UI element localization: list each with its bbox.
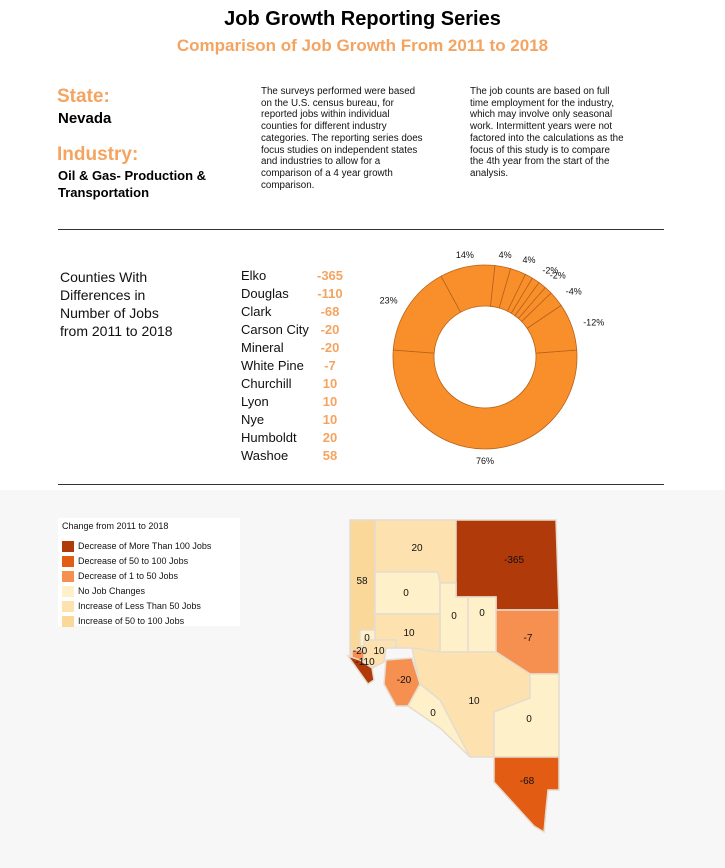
county-name: Nye [241, 412, 265, 427]
county-name: Lyon [241, 394, 269, 409]
top-divider [58, 229, 664, 230]
county-name: White Pine [241, 358, 304, 373]
county-value: -7 [324, 358, 336, 373]
counties-label [60, 268, 200, 340]
legend-label: Decrease of 1 to 50 Jobs [78, 571, 179, 581]
county-value: -110 [317, 286, 343, 301]
county-map-label: -20 [396, 675, 412, 686]
donut-slice-label: 4% [498, 249, 512, 260]
survey-description-line: and industries to allow for a [261, 156, 381, 168]
county-value: 20 [322, 430, 338, 445]
donut-slice-label: 4% [522, 254, 536, 265]
nevada-map [0, 490, 725, 868]
middle-divider [58, 484, 664, 485]
survey-description-line: counties for different industry [261, 121, 387, 133]
page-subtitle: Comparison of Job Growth From 2011 to 2018 [176, 36, 549, 55]
county-map-label: 0 [430, 708, 436, 719]
donut-slice-label: -4% [565, 286, 582, 297]
county-eureka [468, 597, 496, 652]
county-map-label: 20 [411, 543, 423, 554]
county-value: 10 [322, 394, 338, 409]
state-value: Nevada [58, 110, 112, 127]
county-map-label: -7 [523, 633, 533, 644]
county-clark [494, 757, 559, 832]
industry-value [58, 167, 206, 201]
counties-label-line: from 2011 to 2018 [60, 323, 173, 339]
donut-slice-label: -12% [583, 317, 605, 328]
legend-label: Increase of 50 to 100 Jobs [78, 616, 185, 626]
donut-slice [393, 350, 577, 449]
job-count-description-line: the 4th year from the start of the [470, 156, 610, 168]
county-value: -20 [320, 340, 340, 355]
job-count-description-line: work. Intermittent years were not [470, 121, 613, 133]
legend-label: Decrease of 50 to 100 Jobs [78, 556, 189, 566]
industry-value-line2: Transportation [58, 185, 150, 200]
county-map-label: -68 [519, 776, 535, 787]
county-name: Washoe [241, 448, 289, 463]
counties-label-line: Differences in [60, 287, 146, 303]
county-name: Douglas [241, 286, 289, 301]
survey-description-line: The surveys performed were based [261, 86, 416, 97]
job-count-description-line: which may involve only seasonal [470, 109, 613, 121]
industry-value-line1: Oil & Gas- Production & [58, 168, 207, 183]
survey-description-line: focus studies on independent states [261, 144, 418, 156]
county-value: 10 [322, 376, 338, 391]
county-name: Clark [241, 304, 272, 319]
county-name: Carson City [241, 322, 309, 337]
legend-label: No Job Changes [78, 586, 146, 596]
county-value: 58 [322, 448, 338, 463]
county-map-label: 58 [356, 576, 368, 587]
donut-slice-label: -2% [549, 270, 566, 281]
donut-chart [379, 248, 605, 466]
county-map-label: 10 [403, 628, 415, 639]
counties-label-line: Number of Jobs [60, 305, 159, 321]
county-value: -68 [320, 304, 340, 319]
county-map-label: 0 [403, 588, 409, 599]
county-map-label: 10 [468, 696, 480, 707]
county-value: 10 [322, 412, 338, 427]
job-count-description [470, 86, 665, 180]
job-count-description-line: The job counts are based on full [470, 86, 610, 97]
county-name: Humboldt [241, 430, 297, 445]
industry-label: Industry: [57, 144, 139, 165]
survey-description-line: on the U.S. census bureau, for [261, 97, 394, 109]
county-value: -365 [316, 268, 344, 283]
job-count-description-line: focus of this study is to compare [470, 144, 610, 156]
county-map-label: 10 [373, 646, 385, 657]
county-map-label: 0 [364, 633, 370, 644]
county-name: Churchill [241, 376, 292, 391]
donut-slice-label: 14% [455, 249, 474, 260]
county-name: Elko [241, 268, 267, 283]
county-map-label: 0 [479, 608, 485, 619]
county-map-label: 0 [451, 611, 457, 622]
survey-description [261, 86, 456, 191]
county-map-label: -365 [503, 555, 525, 566]
survey-description-line: comparison of a 4 year growth [261, 167, 393, 179]
state-label: State: [57, 86, 110, 107]
county-map-label: 0 [526, 714, 532, 725]
survey-description-line: comparison. [261, 179, 315, 191]
survey-description-line: reported jobs within individual [261, 109, 390, 121]
legend-label: Decrease of More Than 100 Jobs [78, 541, 212, 551]
job-count-description-line: time employment for the industry, [470, 97, 615, 109]
job-count-description-line: factored into the calculations as the [470, 132, 624, 144]
county-map-label: -110 [355, 657, 375, 668]
donut-slice-label: 76% [475, 456, 495, 466]
legend-label: Increase of Less Than 50 Jobs [78, 601, 201, 611]
county-value: -20 [320, 322, 340, 337]
job-count-description-line: analysis. [470, 167, 509, 179]
county-map-label: -20 [352, 646, 368, 657]
county-name: Mineral [241, 340, 284, 355]
legend-title: Change from 2011 to 2018 [62, 521, 169, 531]
counties-label-line: Counties With [60, 269, 148, 285]
survey-description-line: categories. The reporting series does [261, 132, 423, 144]
donut-slice-label: 23% [379, 295, 398, 306]
page-title: Job Growth Reporting Series [224, 8, 501, 30]
donut-slice-label: -2% [542, 265, 559, 276]
